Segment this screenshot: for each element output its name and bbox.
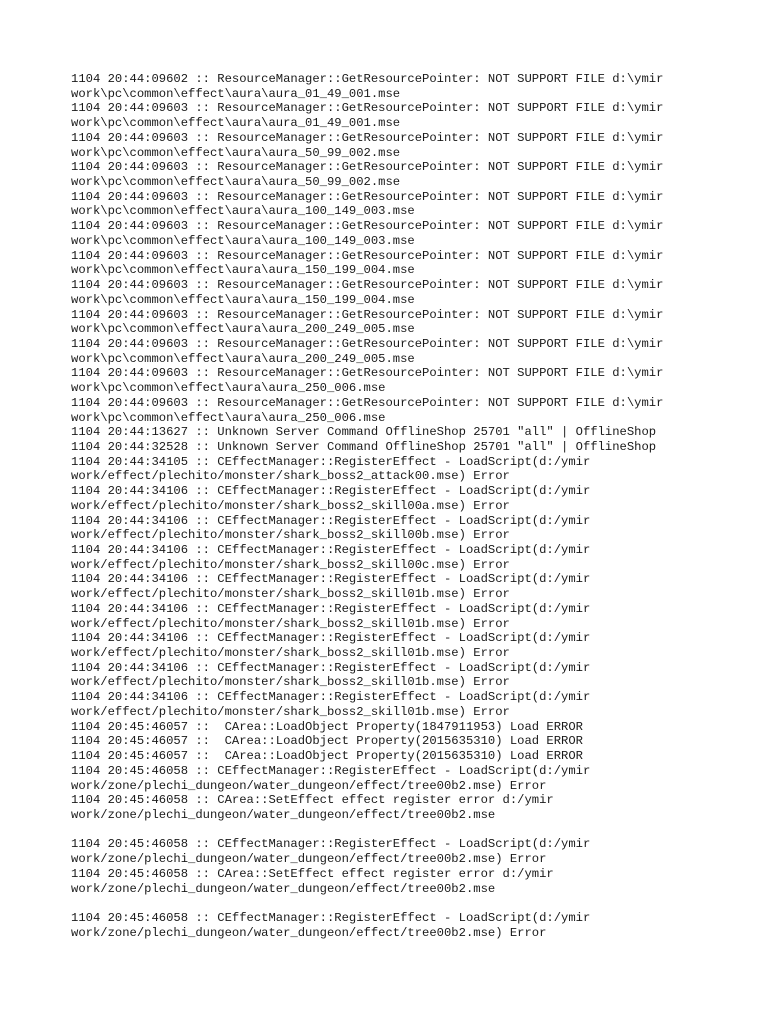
log-line: work/zone/plechi_dungeon/water_dungeon/effect/tree00b2.mse) Error bbox=[71, 852, 547, 867]
log-line: work/effect/plechito/monster/shark_boss2_skill00c.mse) Error bbox=[71, 557, 510, 572]
log-line: 1104 20:44:09602 :: ResourceManager::GetResourcePointer: NOT SUPPORT FILE d:\ymir bbox=[71, 72, 664, 86]
log-line: work/effect/plechito/monster/shark_boss2_skill01b.mse) Error bbox=[71, 587, 510, 602]
log-line: 1104 20:44:34106 :: CEffectManager::RegisterEffect - LoadScript(d:/ymir bbox=[71, 631, 591, 646]
log-text-block bbox=[71, 72, 751, 940]
blank-line bbox=[71, 896, 751, 911]
log-line: 1104 20:44:09603 :: ResourceManager::GetResourcePointer: NOT SUPPORT FILE d:\ymir bbox=[71, 189, 664, 204]
log-line: 1104 20:45:46058 :: CEffectManager::RegisterEffect - LoadScript(d:/ymir bbox=[71, 910, 591, 925]
log-line: 1104 20:44:34106 :: CEffectManager::RegisterEffect - LoadScript(d:/ymir bbox=[71, 484, 591, 499]
log-line: work\pc\common\effect\aura\aura_50_99_002.mse bbox=[71, 175, 401, 190]
log-line: 1104 20:44:34106 :: CEffectManager::RegisterEffect - LoadScript(d:/ymir bbox=[71, 690, 591, 705]
log-line: 1104 20:44:34105 :: CEffectManager::RegisterEffect - LoadScript(d:/ymir bbox=[71, 454, 591, 469]
log-line: work\pc\common\effect\aura\aura_01_49_001.mse bbox=[71, 116, 401, 131]
log-line: work\pc\common\effect\aura\aura_200_249_005.mse bbox=[71, 322, 415, 337]
log-line: work/effect/plechito/monster/shark_boss2_attack00.mse) Error bbox=[71, 469, 510, 484]
log-line: 1104 20:44:09603 :: ResourceManager::GetResourcePointer: NOT SUPPORT FILE d:\ymir bbox=[71, 307, 664, 322]
log-line: work/zone/plechi_dungeon/water_dungeon/effect/tree00b2.mse bbox=[71, 881, 496, 896]
log-line: 1104 20:44:09603 :: ResourceManager::GetResourcePointer: NOT SUPPORT FILE d:\ymir bbox=[71, 130, 664, 145]
log-line: work\pc\common\effect\aura\aura_100_149_003.mse bbox=[71, 233, 415, 248]
log-line: 1104 20:44:34106 :: CEffectManager::RegisterEffect - LoadScript(d:/ymir bbox=[71, 572, 591, 587]
log-line: 1104 20:44:34106 :: CEffectManager::RegisterEffect - LoadScript(d:/ymir bbox=[71, 660, 591, 675]
log-line: 1104 20:45:46057 :: CArea::LoadObject Property(2015635310) Load ERROR bbox=[71, 749, 583, 764]
log-line: 1104 20:44:09603 :: ResourceManager::GetResourcePointer: NOT SUPPORT FILE d:\ymir bbox=[71, 278, 664, 293]
log-line: 1104 20:45:46058 :: CArea::SetEffect effect register error d:/ymir bbox=[71, 793, 554, 808]
log-line: work/effect/plechito/monster/shark_boss2_skill00b.mse) Error bbox=[71, 528, 510, 543]
log-line: work/effect/plechito/monster/shark_boss2_skill01b.mse) Error bbox=[71, 646, 510, 661]
log-line: 1104 20:44:34106 :: CEffectManager::RegisterEffect - LoadScript(d:/ymir bbox=[71, 543, 591, 557]
log-line: work/zone/plechi_dungeon/water_dungeon/effect/tree00b2.mse bbox=[71, 807, 496, 822]
log-line: 1104 20:44:32528 :: Unknown Server Command OfflineShop 25701 "all" | OfflineShop bbox=[71, 439, 657, 454]
log-line: 1104 20:44:34106 :: CEffectManager::RegisterEffect - LoadScript(d:/ymir bbox=[71, 601, 591, 616]
log-line: 1104 20:44:09603 :: ResourceManager::GetResourcePointer: NOT SUPPORT FILE d:\ymir bbox=[71, 101, 664, 116]
log-line: 1104 20:44:09603 :: ResourceManager::GetResourcePointer: NOT SUPPORT FILE d:\ymir bbox=[71, 395, 664, 410]
log-line: 1104 20:44:34106 :: CEffectManager::RegisterEffect - LoadScript(d:/ymir bbox=[71, 513, 591, 528]
log-line: 1104 20:45:46057 :: CArea::LoadObject Property(2015635310) Load ERROR bbox=[71, 734, 583, 749]
log-line: work\pc\common\effect\aura\aura_100_149_003.mse bbox=[71, 204, 415, 219]
log-line: work\pc\common\effect\aura\aura_250_006.mse bbox=[71, 410, 386, 425]
log-line: work/effect/plechito/monster/shark_boss2_skill00a.mse) Error bbox=[71, 498, 510, 513]
log-line: 1104 20:44:09603 :: ResourceManager::GetResourcePointer: NOT SUPPORT FILE d:\ymir bbox=[71, 248, 664, 263]
log-line: 1104 20:45:46058 :: CEffectManager::RegisterEffect - LoadScript(d:/ymir bbox=[71, 763, 591, 778]
blank-line bbox=[71, 823, 751, 838]
log-line: work\pc\common\effect\aura\aura_150_199_004.mse bbox=[71, 292, 415, 307]
log-line: work/zone/plechi_dungeon/water_dungeon/effect/tree00b2.mse) Error bbox=[71, 925, 547, 940]
log-line: 1104 20:44:09603 :: ResourceManager::GetResourcePointer: NOT SUPPORT FILE d:\ymir bbox=[71, 336, 664, 351]
log-line: work\pc\common\effect\aura\aura_01_49_001.mse bbox=[71, 86, 401, 101]
log-line: work/effect/plechito/monster/shark_boss2_skill01b.mse) Error bbox=[71, 616, 510, 631]
log-line: work\pc\common\effect\aura\aura_250_006.mse bbox=[71, 381, 386, 396]
log-line: 1104 20:44:09603 :: ResourceManager::GetResourcePointer: NOT SUPPORT FILE d:\ymir bbox=[71, 160, 664, 175]
log-line: 1104 20:44:13627 :: Unknown Server Command OfflineShop 25701 "all" | OfflineShop bbox=[71, 425, 657, 440]
log-line: 1104 20:45:46057 :: CArea::LoadObject Property(1847911953) Load ERROR bbox=[71, 719, 583, 734]
log-line: work/effect/plechito/monster/shark_boss2_skill01b.mse) Error bbox=[71, 675, 510, 690]
log-line: work\pc\common\effect\aura\aura_200_249_005.mse bbox=[71, 351, 415, 366]
log-line: work\pc\common\effect\aura\aura_150_199_004.mse bbox=[71, 263, 415, 278]
log-line: 1104 20:44:09603 :: ResourceManager::GetResourcePointer: NOT SUPPORT FILE d:\ymir bbox=[71, 366, 664, 381]
log-line: 1104 20:44:09603 :: ResourceManager::GetResourcePointer: NOT SUPPORT FILE d:\ymir bbox=[71, 219, 664, 234]
log-line: work/effect/plechito/monster/shark_boss2_skill01b.mse) Error bbox=[71, 704, 510, 719]
log-line: 1104 20:45:46058 :: CEffectManager::RegisterEffect - LoadScript(d:/ymir bbox=[71, 837, 591, 852]
log-line: work\pc\common\effect\aura\aura_50_99_002.mse bbox=[71, 145, 401, 160]
log-line: work/zone/plechi_dungeon/water_dungeon/effect/tree00b2.mse) Error bbox=[71, 778, 547, 793]
log-line: 1104 20:45:46058 :: CArea::SetEffect effect register error d:/ymir bbox=[71, 866, 554, 881]
